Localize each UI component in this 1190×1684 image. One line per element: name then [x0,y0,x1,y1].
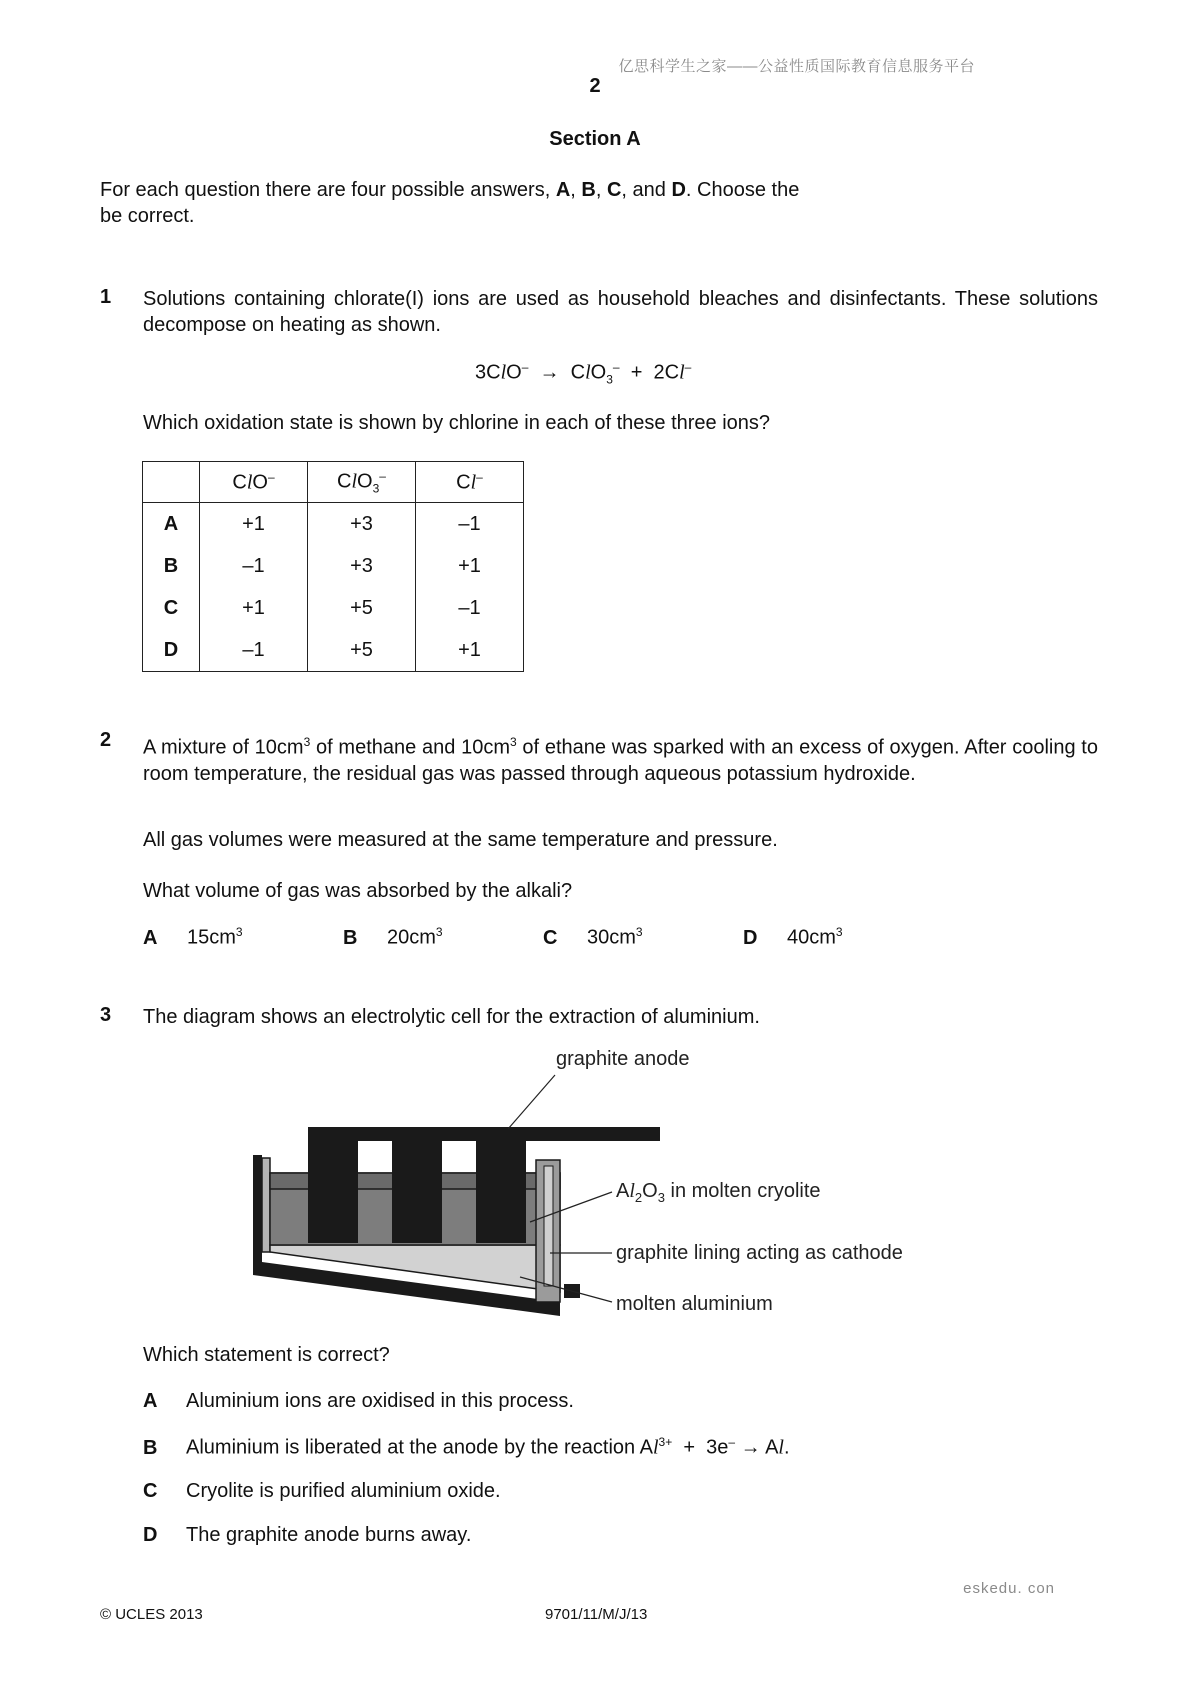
statement-a [143,1390,574,1413]
table-cell: +3 [308,545,416,587]
eq-term: O [590,361,607,384]
question-2-line2: All gas volumes were measured at the same temperature and pressure. [143,829,778,851]
statement-text: + 3e [672,1436,729,1459]
option-unit-sup: 3 [435,925,443,939]
eq-term: O [506,361,522,384]
statement-label: C [143,1480,158,1502]
instructions-option-c: C [606,179,622,201]
instructions-text: . Choose the [685,179,800,201]
table-cell: +1 [416,545,524,587]
eq-term: l [500,361,507,384]
statement-text: . [783,1436,790,1459]
footer-paper-code: 9701/11/M/J/13 [545,1606,648,1623]
anode-block-1 [308,1127,358,1243]
statement-label: B [143,1436,158,1459]
table-cell: –1 [416,503,524,546]
option-unit: cm [809,926,836,949]
table-cell: –1 [416,587,524,629]
option-unit-sup: 3 [835,925,843,939]
table-cell: +5 [308,629,416,672]
row-label: C [143,587,200,629]
eq-charge: – [612,360,620,374]
header-part: C [232,471,247,494]
option-c [543,925,643,950]
instructions-line2: be correct. [100,205,195,227]
watermark-text: 亿思科学生之家——公益性质国际教育信息服务平台 [618,58,975,75]
table-header-row [143,462,524,503]
question-number-2: 2 [100,729,112,751]
instructions-text: For each question there are four possible answers, [100,179,551,201]
table-row [143,629,524,672]
option-b [343,925,443,950]
statement-c [143,1480,501,1503]
q2-unit: cm [483,736,510,759]
question-1-equation [475,360,691,387]
table-cell: –1 [200,629,308,672]
question-1-prompt: Which oxidation state is shown by chlorine in each of these three ions? [143,412,771,434]
q2-text-part: of methane and 10 [310,736,484,759]
statement-text: Aluminium ions are oxidised in this process. [186,1390,574,1412]
option-value: 15 [187,926,210,949]
question-1-text: Solutions containing chlorate(I) ions are used as household bleaches and disinfectants. These solutions decompose on heating as shown. [143,288,1098,336]
header-part: l [351,470,358,493]
instructions-text: , and [621,179,666,201]
table-header-clo [200,462,308,503]
instructions-sep: , [595,179,602,201]
instructions-option-d: D [671,179,686,201]
table-row [143,503,524,546]
header-part: O [252,471,268,494]
statement-label: A [143,1390,158,1412]
label-part: A [616,1180,630,1202]
option-unit-sup: 3 [635,925,643,939]
label-electrolyte [616,1180,821,1205]
statement-label: D [143,1524,158,1546]
instructions-option-b: B [581,179,596,201]
eq-arrow: → [539,361,560,384]
option-label: A [143,926,158,949]
oxidation-state-table [142,461,524,672]
eq-term: l [585,361,591,384]
q2-unit-sup: 3 [510,735,517,749]
header-part: l [470,471,477,494]
option-unit: cm [409,926,436,949]
table-header-cl [416,462,524,503]
table-cell: –1 [200,545,308,587]
statement-d [143,1524,471,1547]
header-charge: – [379,468,386,483]
label-part: O [642,1180,658,1202]
table-row [143,587,524,629]
option-label: B [343,926,358,949]
question-3-text: The diagram shows an electrolytic cell for the extraction of aluminium. [143,1006,760,1028]
header-part: l [246,471,253,494]
question-number-1: 1 [100,286,112,308]
option-label: D [743,926,758,949]
label-part: in molten cryolite [664,1180,821,1202]
section-title: Section A [549,128,641,150]
q2-unit-sup: 3 [303,735,311,749]
table-cell: +1 [200,587,308,629]
label-cathode: graphite lining acting as cathode [616,1242,903,1264]
eq-term: 2C [653,361,680,384]
option-unit-sup: 3 [235,925,243,939]
row-label: D [143,629,200,672]
anode-block-2 [392,1127,442,1243]
statement-text: A [765,1436,779,1459]
header-charge: – [476,469,483,484]
option-unit: cm [609,926,636,949]
statement-text: Cryolite is purified aluminium oxide. [186,1480,501,1502]
option-value: 40 [787,926,810,949]
instructions-sep: , [570,179,576,201]
table-header-clo3 [308,462,416,503]
option-value: 30 [587,926,610,949]
statement-text: The graphite anode burns away. [186,1524,472,1546]
eq-plus: + [630,361,643,384]
label-subscript: 3 [657,1190,665,1205]
anode-leader-line [508,1075,555,1129]
header-part: O [357,470,373,493]
cathode-wall-inner [544,1166,553,1286]
header-part: C [337,470,352,493]
table-corner [143,462,200,503]
table-cell: +5 [308,587,416,629]
page-number: 2 [589,75,601,97]
eq-subscript: 3 [606,372,613,387]
statement-arrow: → [735,1436,766,1459]
option-label: C [543,926,558,949]
eq-term: C [570,361,586,384]
aluminium-leader-line [520,1277,612,1302]
instructions-option-a: A [555,179,571,201]
q2-text-part: of ethane was sparked with an excess of oxygen. After cooling to room temperature, the residual gas was passed through aqueous potassium hydroxide. [143,736,1098,785]
table-cell: +1 [200,503,308,546]
cell-lining-left [262,1158,270,1252]
label-part: l [629,1180,635,1202]
eq-charge: – [521,360,529,374]
footer-copyright: © UCLES 2013 [100,1606,203,1623]
instructions [100,177,960,229]
statement-text: l [652,1436,659,1459]
eq-charge: – [684,360,692,374]
header-charge: – [267,469,275,484]
footer-site-watermark: eskedu. con [963,1580,1055,1597]
statement-text: Aluminium is liberated at the anode by the reaction A [186,1436,653,1459]
statement-charge: 3+ [658,1435,673,1449]
statement-charge: – [728,1435,736,1449]
eq-term: 3C [475,361,501,384]
label-molten-aluminium: molten aluminium [616,1293,773,1315]
eq-term: l [679,361,685,384]
label-subscript: 2 [634,1190,643,1205]
label-graphite-anode: graphite anode [556,1048,690,1070]
question-3-prompt: Which statement is correct? [143,1344,390,1366]
table-row [143,545,524,587]
header-part: C [456,471,471,494]
header-subscript: 3 [372,481,380,496]
question-2-text [143,729,1098,787]
anode-block-3 [476,1127,526,1243]
table-cell: +3 [308,503,416,546]
statement-b [143,1435,790,1460]
electrolytic-cell-diagram [240,1040,960,1330]
question-2-prompt: What volume of gas was absorbed by the alkali? [143,880,573,902]
question-number-3: 3 [100,1004,112,1026]
q2-text-part: A mixture of 10 [143,736,277,759]
option-a [143,925,243,950]
statement-text: l [778,1436,784,1459]
option-d [743,925,843,950]
q2-unit: cm [276,736,304,759]
option-value: 20 [387,926,410,949]
option-unit: cm [209,926,236,949]
table-cell: +1 [416,629,524,672]
row-label: B [143,545,200,587]
row-label: A [143,503,200,546]
